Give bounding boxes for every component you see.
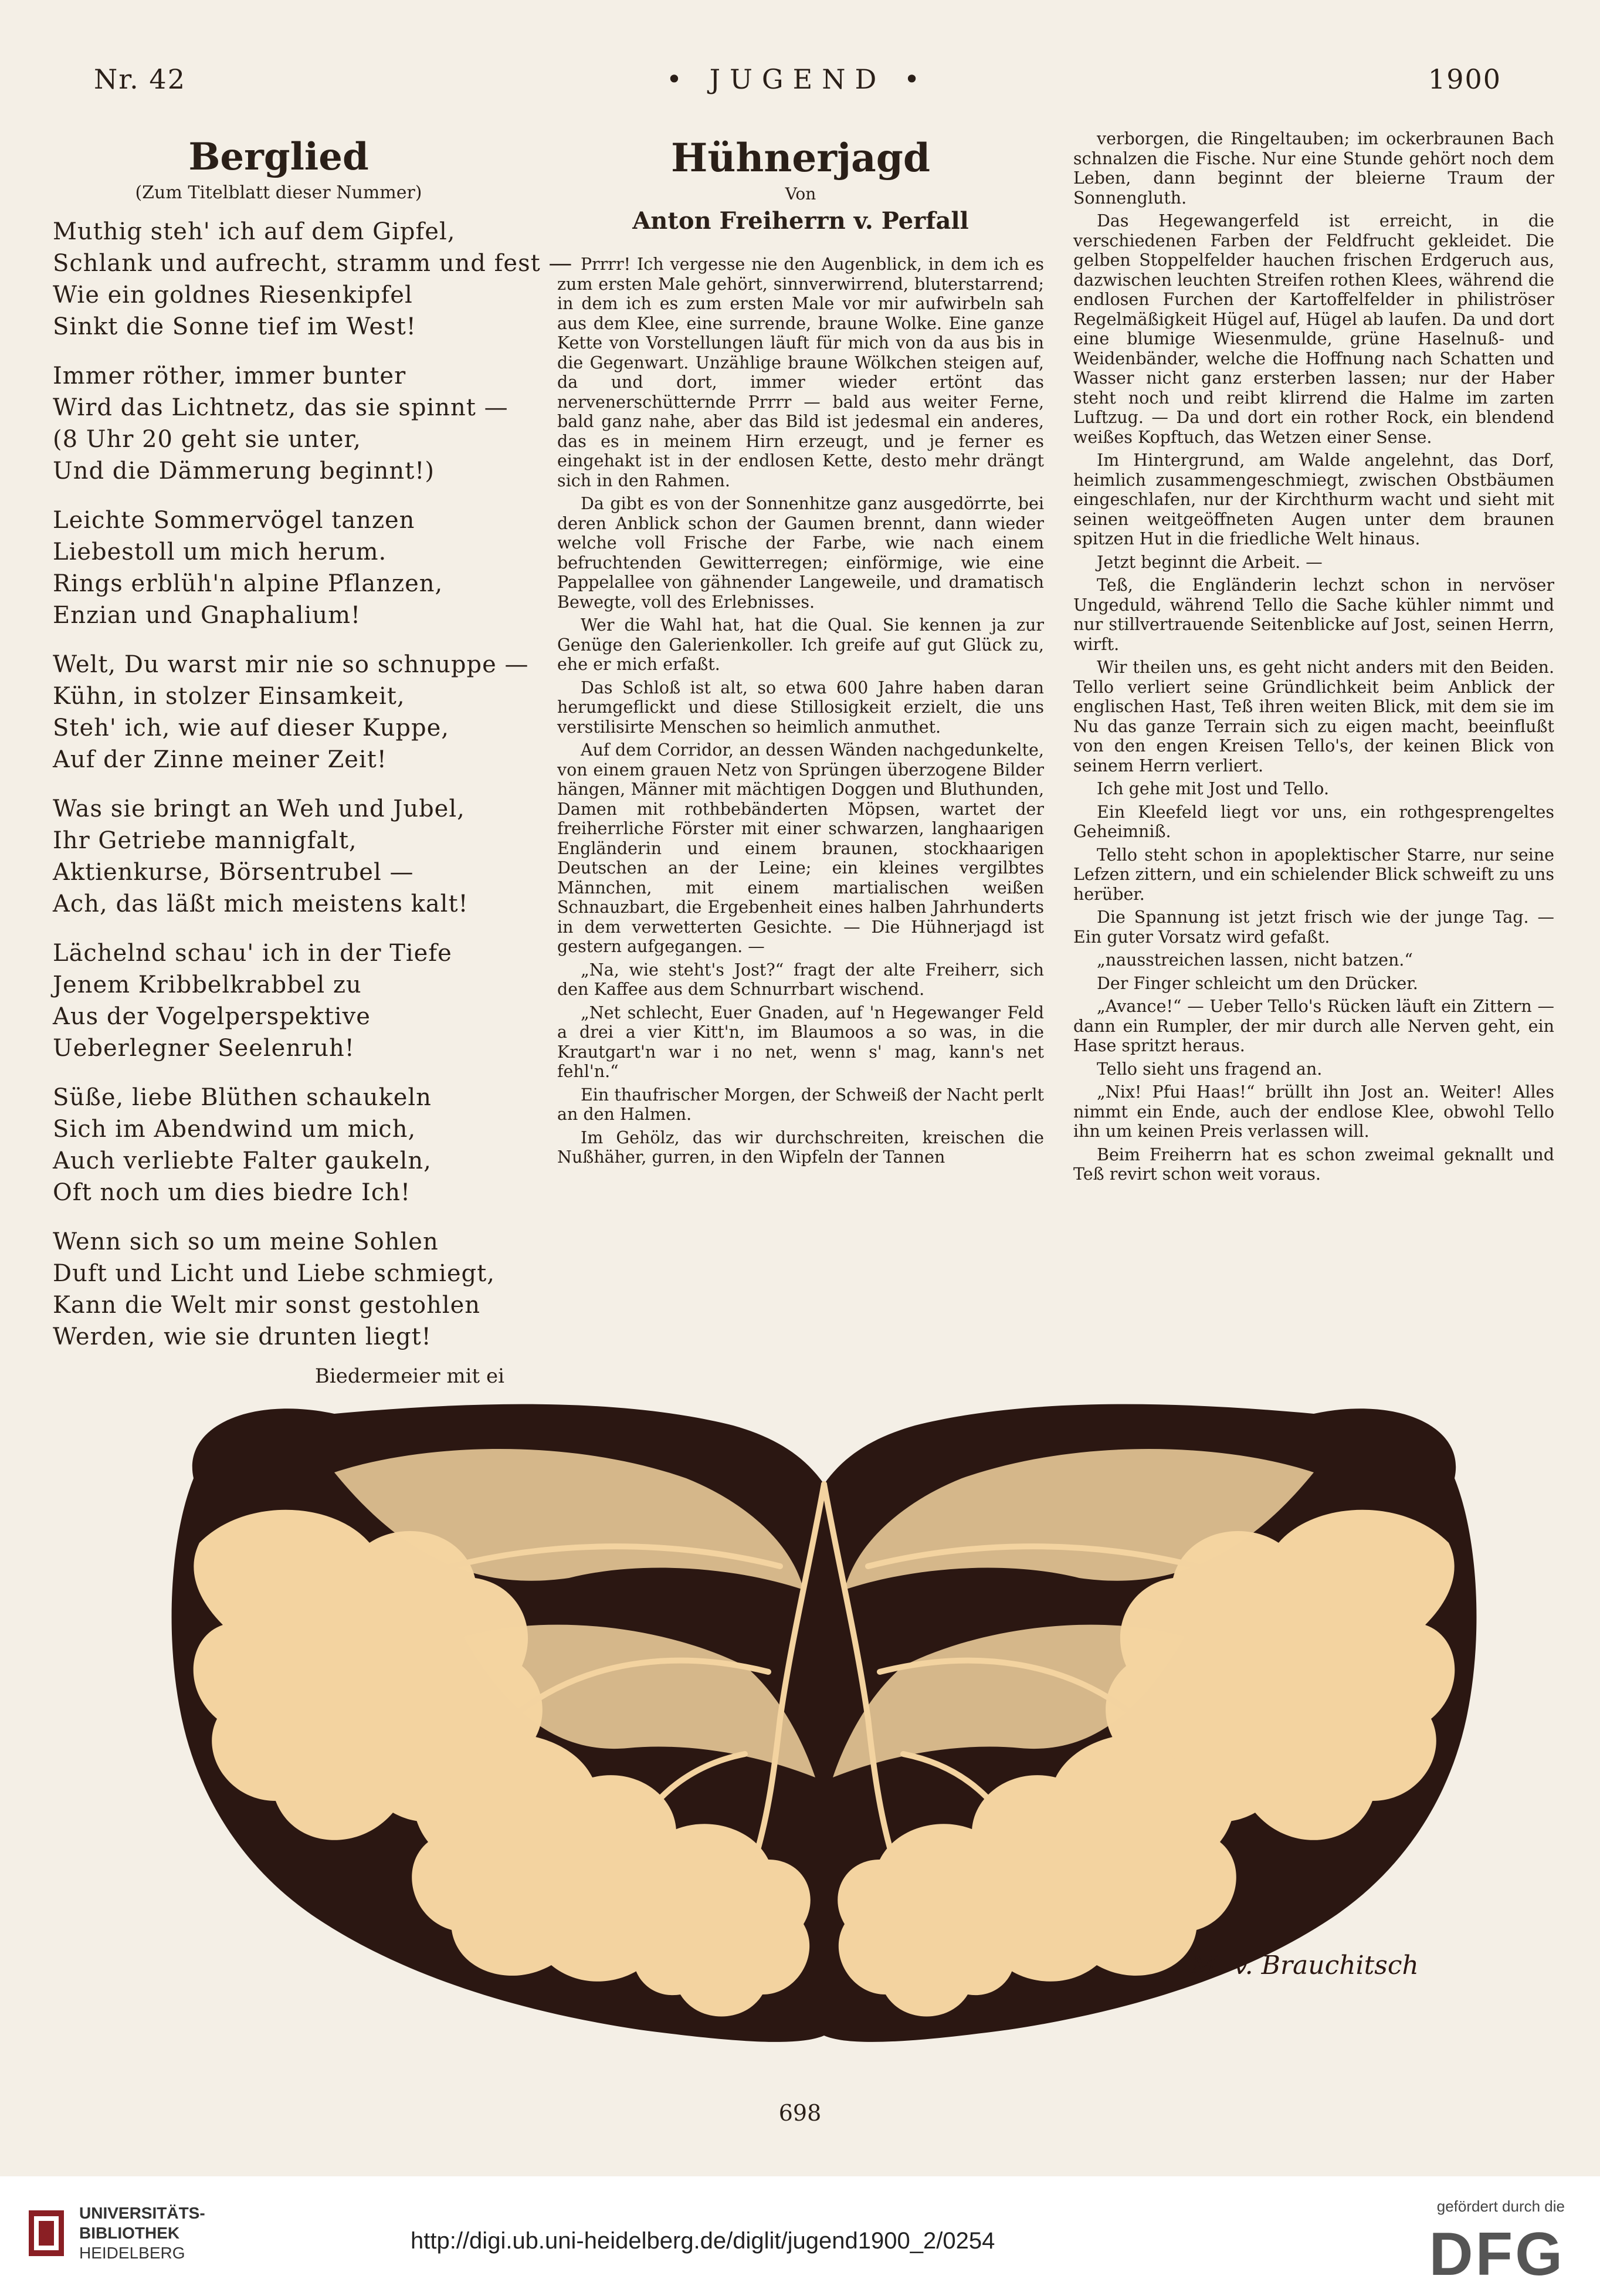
article-paragraph: Wer die Wahl hat, hat die Qual. Sie kennen ja zur Genüge den Galerienkoller. Ich greife auf gut Glück zu, ehe er mich erfaßt. — [557, 615, 1044, 674]
poem-line: Was sie bringt an Weh und Jubel, — [53, 795, 465, 822]
poem-line: Duft und Licht und Liebe schmiegt, — [53, 1260, 495, 1287]
poem-stanza — [53, 1082, 504, 1208]
artist-signature: M. v. Brauchitsch — [1191, 1950, 1419, 1980]
poem-stanza — [53, 649, 529, 776]
poem-column — [53, 129, 573, 1388]
article-paragraph: Das Hegewangerfeld ist erreicht, in die verschiedenen Farben der Feldfrucht gekleidet. Die gelben Stoppelfelder hauchen frischen Erdgeruch aus, dazwischen leuchten Streifen rothen Klees, während die endlosen Furchen der Kartoffelfelder in philiströser Regelmäßigkeit Hügel auf, Hügel ab laufen. Da und dort eine blumige Wiesenmulde, grüne Haselnuß- und Weidenbänder, welche die Hoffnung nach Schatten und Wasser nicht ganz ersterben lassen; nur der Haber steht noch und reibt klirrend die Halme im zarten Luftzug. — Da und dort ein rother Rock, ein blendend weißes Kopftuch, das Wetzen einer Sense. — [1073, 211, 1554, 447]
article-paragraph: Im Hintergrund, am Walde angelehnt, das Dorf, heimlich zusammengeschmiegt, zwischen Obstbäumen eingeschlafen, nur der Kirchthurm wacht und sieht mit seinen weitgeöffneten Augen unter dem braunen spitzen Hut in die friedliche Welt hinaus. — [1073, 451, 1554, 548]
article-paragraph: Teß, die Engländerin lechzt schon in nervöser Ungeduld, während Tello die Sache kühler nimmt und nur stillvertrauende Seitenblicke auf Jost, seinen Herrn, wirft. — [1073, 575, 1554, 654]
poem-line: Wenn sich so um meine Sohlen — [53, 1228, 439, 1255]
poem-line: Welt, Du warst mir nie so schnuppe — — [53, 651, 529, 678]
blossom-ornament-image — [158, 1390, 1490, 2065]
library-name: UNIVERSITÄTS- BIBLIOTHEK HEIDELBERG — [79, 2204, 205, 2262]
poem-line: Süße, liebe Blüthen schaukeln — [53, 1084, 432, 1111]
article-column-2 — [1073, 129, 1554, 1188]
article-text-2 — [1073, 129, 1554, 1184]
article-title: Hühnerjagd — [670, 135, 931, 181]
poem-line: Kühn, in stolzer Einsamkeit, — [53, 683, 405, 710]
poem-line: Schlank und aufrecht, stramm und fest — — [53, 250, 573, 277]
page-number: 698 — [778, 2100, 822, 2126]
poem-line: Jenem Kribbelkrabbel zu — [53, 971, 362, 998]
poem-line: Sich im Abendwind um mich, — [53, 1116, 416, 1143]
poem-line: Sinkt die Sonne tief im West! — [53, 313, 416, 340]
poem-stanza — [53, 793, 504, 920]
poem-line: Wird das Lichtnetz, das sie spinnt — — [53, 394, 509, 421]
article-paragraph: Das Schloß ist alt, so etwa 600 Jahre haben daran herumgeflickt und diese Stillosigkeit erzielt, die uns verstilisirte Menschen so heimlich anmuthet. — [557, 678, 1044, 737]
article-author: Anton Freiherrn v. Perfall — [632, 207, 969, 235]
article-paragraph: „Na, wie steht's Jost?“ fragt der alte Freiherr, sich den Kaffee aus dem Schnurrbart wischend. — [557, 960, 1044, 999]
poem-line: Rings erblüh'n alpine Pflanzen, — [53, 570, 443, 597]
poem-stanza — [53, 504, 504, 631]
article-paragraph: Ein Kleefeld liegt vor uns, ein rothgesprengeltes Geheimniß. — [1073, 802, 1554, 841]
poem-line: Aktienkurse, Börsentrubel — — [53, 859, 414, 886]
article-paragraph: verborgen, die Ringeltauben; im ockerbraunen Bach schnalzen die Fische. Nur eine Stunde gehört noch dem Leben, dann beginnt der bleierne Traum der Sonnengluth. — [1073, 129, 1554, 208]
article-paragraph: Da gibt es von der Sonnenhitze ganz ausgedörrte, bei deren Anblick schon der Gaumen brennt, dann wieder welche voll Frische der Farbe, wie nach einem befruchtenden Gewitterregen; einförmige, wie eine Pappelallee von gähnender Langeweile, und dramatisch Bewegte, voll des Erlebnisses. — [557, 494, 1044, 612]
poem-line: Und die Dämmerung beginnt!) — [53, 458, 435, 485]
article-paragraph: Ich gehe mit Jost und Tello. — [1097, 779, 1330, 798]
poem-line: Ueberlegner Seelenruh! — [53, 1035, 355, 1062]
poem-stanza — [53, 937, 504, 1064]
article-paragraph: Wir theilen uns, es geht nicht anders mit den Beiden. Tello verliert seine Gründlichkeit beim Anblick der englischen Hast, Teß ihren weiten Blick, mit dem sie im Nu das ganze Terrain sich zu eigen macht, beeinflußt von den engen Kreisen Tello's, der keinen Blick von seinem Herrn verliert. — [1073, 658, 1554, 776]
poem-line: Aus der Vogelperspektive — [53, 1003, 371, 1030]
issue-number: Nr. 42 — [94, 63, 186, 95]
poem-line: Leichte Sommervögel tanzen — [53, 507, 415, 534]
decorative-illustration — [158, 1390, 1490, 2065]
poem-line: Werden, wie sie drunten liegt! — [53, 1323, 432, 1350]
poem-stanza — [53, 1226, 504, 1353]
article-paragraph: „Net schlecht, Euer Gnaden, auf 'n Hegewanger Feld a drei a vier Kitt'n, im Blaumoos a so was, in die Krautgart'n war i no net, wenn s' mag, kann's net fehl'n.“ — [557, 1003, 1044, 1081]
article-paragraph: Im Gehölz, das wir durchschreiten, kreischen die Nußhäher, gurren, in den Wipfeln der Tannen — [557, 1127, 1044, 1167]
article-paragraph: Jetzt beginnt die Arbeit. — — [1097, 552, 1323, 572]
poem-line: (8 Uhr 20 geht sie unter, — [53, 426, 361, 453]
poem-line: Enzian und Gnaphalium! — [53, 602, 361, 629]
poem-line: Immer röther, immer bunter — [53, 363, 406, 390]
poem-line: Ihr Getriebe mannigfalt, — [53, 827, 357, 854]
page-header — [94, 63, 1501, 104]
article-column-1 — [557, 129, 1044, 1171]
poem-line: Liebestoll um mich herum. — [53, 539, 387, 565]
poem-line: Wie ein goldnes Riesenkipfel — [53, 282, 413, 309]
digitization-footer — [0, 2176, 1600, 2296]
funded-by-label: gefördert durch die — [1436, 2197, 1565, 2215]
article-paragraph: Die Spannung ist jetzt frisch wie der junge Tag. — Ein guter Vorsatz wird gefaßt. — [1073, 907, 1554, 947]
poem-body — [53, 216, 573, 1353]
poem-line: Lächelnd schau' ich in der Tiefe — [53, 940, 452, 967]
article-text-1 — [557, 255, 1044, 1167]
article-paragraph: „Avance!“ — Ueber Tello's Rücken läuft ein Zittern — dann ein Rumpler, der mir durch alle Nerven geht, ein Hase spritzt heraus. — [1073, 997, 1554, 1055]
poem-stanza — [53, 216, 573, 343]
poem-line: Ach, das läßt mich meistens kalt! — [53, 890, 469, 917]
poem-line: Oft noch um dies biedre Ich! — [53, 1179, 411, 1206]
article-paragraph: Auf dem Corridor, an dessen Wänden nachgedunkelte, von einem grauen Netz von Sprüngen überzogene Bilder hängen, Männer mit mächtigen Doggen und Bluthunden, Damen mit rothbebänderten Möpsen, wartet der freiherrliche Förster mit einer schwarzen, langhaarigen Engländerin und einem braunen, stockhaarigen Deutschen an der Leine; ein kleines vergilbtes Männchen, mit einem martialischen weißen Schnauzbart, die Ergebenheit eines halben Jahrhunderts in dem verwetterten Gesichte. — Die Hühnerjagd ist gestern aufgegangen. — — [557, 740, 1044, 956]
article-paragraph: Der Finger schleicht um den Drücker. — [1097, 973, 1418, 993]
article-paragraph: Beim Freiherrn hat es schon zweimal geknallt und Teß revirt schon weit voraus. — [1073, 1144, 1554, 1184]
dfg-logo: DFG — [1429, 2220, 1565, 2288]
poem-title: Berglied — [188, 135, 369, 179]
poem-stanza — [53, 360, 509, 487]
article-by: Von — [785, 184, 816, 204]
library-seal-icon — [26, 2207, 67, 2260]
poem-line: Muthig steh' ich auf dem Gipfel, — [53, 218, 456, 245]
masthead: • JUGEND • — [666, 63, 930, 95]
poem-subtitle: (Zum Titelblatt dieser Nummer) — [135, 182, 422, 203]
poem-line: Kann die Welt mir sonst gestohlen — [53, 1292, 481, 1319]
poem-line: Steh' ich, wie auf dieser Kuppe, — [53, 714, 450, 741]
article-paragraph: Tello sieht uns fragend an. — [1097, 1059, 1323, 1079]
article-paragraph: Prrrr! Ich vergesse nie den Augenblick, in dem ich es zum ersten Male gehört, sinnverwirrend, bluterstarrend; in dem ich es zum ersten Male vor mir aufwirbeln sah aus dem Klee, eine surrende, braune Wolke. Eine ganze Kette von Vorstellungen läuft für mich von da aus bis in die Gegenwart. Unzählige braune Wölkchen steigen auf, da und dort, immer wieder ertönt das nervenerschütternde Prrrr — bald aus weiter Ferne, bald ganz nahe, aber das Bild ist jedesmal ein anderes, das es in meinem Hirn erzeugt, und je ferner es eingehakt ist in der endlosen Kette, desto mehr drängt sich in den Rahmen. — [557, 255, 1044, 490]
article-paragraph: „nausstreichen lassen, nicht batzen.“ — [1097, 950, 1413, 970]
article-paragraph: Tello steht schon in apoplektischer Starre, nur seine Lefzen zittern, und ein schielender Blick schweift zu uns herüber. — [1073, 845, 1554, 904]
article-paragraph: Ein thaufrischer Morgen, der Schweiß der Nacht perlt an den Halmen. — [557, 1085, 1044, 1124]
article-paragraph: „Nix! Pfui Haas!“ brüllt ihn Jost an. Weiter! Alles nimmt ein Ende, auch der endlose Klee, obwohl Tello ihn um keinen Preis verlassen will. — [1073, 1082, 1554, 1141]
permalink-url[interactable]: http://digi.ub.uni-heidelberg.de/diglit/jugend1900_2/0254 — [411, 2228, 995, 2254]
issue-year: 1900 — [1428, 63, 1501, 95]
poem-signature: Biedermeier mit ei — [314, 1364, 504, 1388]
poem-line: Auch verliebte Falter gaukeln, — [53, 1147, 432, 1174]
poem-line: Auf der Zinne meiner Zeit! — [53, 746, 387, 773]
